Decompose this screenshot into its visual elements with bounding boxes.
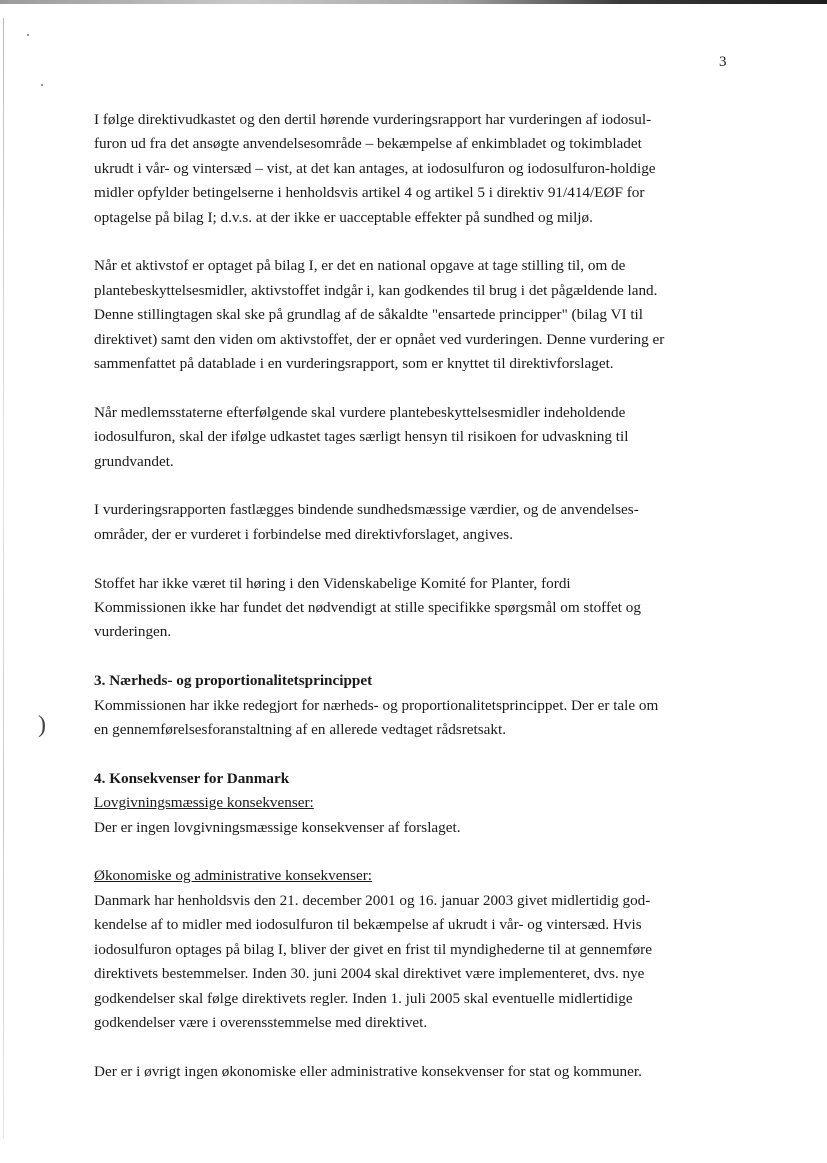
text-line: Denne stillingtagen skal ske på grundlag af de såkaldte "ensartede principper" (bilag VI til bbox=[94, 306, 643, 324]
text-line: iodosulfuron, skal der ifølge udkastet tages særligt hensyn til risikoen for udvaskning til bbox=[94, 428, 629, 446]
text-line: sammenfattet på datablade i en vurderingsrapport, som er knyttet til direktivforslaget. bbox=[94, 355, 614, 373]
text-line: Når medlemsstaterne efterfølgende skal vurdere plantebeskyttelsesmidler indeholdende bbox=[94, 403, 626, 421]
paragraph-assessment bbox=[94, 108, 734, 230]
scan-left-edge bbox=[3, 18, 4, 1138]
text-line: midler opfylder betingelserne i henholdsvis artikel 4 og artikel 5 i direktiv 91/414/EØF for bbox=[94, 184, 645, 202]
text-line: kendelse af to midler med iodosulfuron til bekæmpelse af ukrudt i vår- og vintersæd. Hvis bbox=[94, 916, 642, 934]
paragraph-closing bbox=[94, 1060, 734, 1084]
text-line: direktivet) samt den viden om aktivstoffet, der er opnået ved vurderingen. Denne vurdering er bbox=[94, 330, 665, 348]
paragraph-groundwater bbox=[94, 401, 734, 474]
text-line: furon ud fra det ansøgte anvendelsesområde – bekæmpelse af enkimbladet og tokimbladet bbox=[94, 135, 642, 153]
text-line: plantebeskyttelsesmidler, aktivstoffet indgår i, kan godkendes til brug i det pågældende land. bbox=[94, 281, 658, 299]
text-line: Danmark har henholdsvis den 21. december 2001 og 16. januar 2003 givet midlertidig god- bbox=[94, 891, 651, 909]
text-line: I vurderingsrapporten fastlægges bindende sundhedsmæssige værdier, og de anvendelses- bbox=[94, 501, 639, 519]
text-line: optagelse på bilag I; d.v.s. at der ikke er uacceptable effekter på sundhed og miljø. bbox=[94, 208, 593, 226]
text-line: vurderingen. bbox=[94, 623, 172, 641]
paragraph-health-values bbox=[94, 498, 734, 547]
text-line: ukrudt i vår- og vintersæd – vist, at det kan antages, at iodosulfuron og iodosulfuron-holdige bbox=[94, 159, 656, 177]
text-line: I følge direktivudkastet og den dertil hørende vurderingsrapport har vurderingen af iodosul- bbox=[94, 111, 652, 128]
paragraph-committee bbox=[94, 572, 734, 645]
text-line: Kommissionen ikke har fundet det nødvendigt at stille specifikke spørgsmål om stoffet og bbox=[94, 599, 641, 617]
text-line: godkendelser være i overensstemmelse med direktivet. bbox=[94, 1013, 428, 1031]
section-subsidiarity bbox=[94, 669, 734, 742]
text-line: områder, der er vurderet i forbindelse med direktivforslaget, angives. bbox=[94, 525, 513, 543]
text-line: Stoffet har ikke været til høring i den Videnskabelige Komité for Planter, fordi bbox=[94, 574, 571, 592]
text-line: Der er i øvrigt ingen økonomiske eller administrative konsekvenser for stat og kommuner. bbox=[94, 1062, 642, 1080]
section-heading: 4. Konsekvenser for Danmark bbox=[94, 769, 290, 787]
paragraph-national-task bbox=[94, 254, 734, 376]
subheading-economic: Økonomiske og administrative konsekvenser: bbox=[94, 867, 372, 885]
document-body bbox=[94, 108, 734, 1084]
section-consequences bbox=[94, 767, 734, 840]
scan-top-edge bbox=[0, 0, 827, 4]
text-line: Kommissionen har ikke redegjort for nærheds- og proportionalitetsprincippet. Der er tale om bbox=[94, 696, 659, 714]
text-line: iodosulfuron optages på bilag I, bliver der givet en frist til myndighederne til at gennemføre bbox=[94, 940, 652, 958]
text-line: grundvandet. bbox=[94, 452, 174, 470]
section-heading: 3. Nærheds- og proportionalitetsprincippet bbox=[94, 672, 373, 690]
scan-bracket-mark: ) bbox=[38, 712, 46, 738]
section-economic bbox=[94, 864, 734, 1035]
text-line: direktivets bestemmelser. Inden 30. juni 2004 skal direktivet være implementeret, dvs. nye bbox=[94, 965, 645, 983]
subheading-legal: Lovgivningsmæssige konsekvenser: bbox=[94, 794, 314, 812]
scan-speck bbox=[27, 34, 29, 36]
text-line: godkendelser skal følge direktivets regler. Inden 1. juli 2005 skal eventuelle midlertidige bbox=[94, 989, 633, 1007]
text-line: Der er ingen lovgivningsmæssige konsekvenser af forslaget. bbox=[94, 818, 461, 836]
text-line: en gennemførelsesforanstaltning af en allerede vedtaget rådsretsakt. bbox=[94, 721, 506, 739]
scan-speck bbox=[41, 84, 43, 86]
text-line: Når et aktivstof er optaget på bilag I, er det en national opgave at tage stilling til, om de bbox=[94, 257, 626, 275]
page-number: 3 bbox=[719, 54, 727, 70]
